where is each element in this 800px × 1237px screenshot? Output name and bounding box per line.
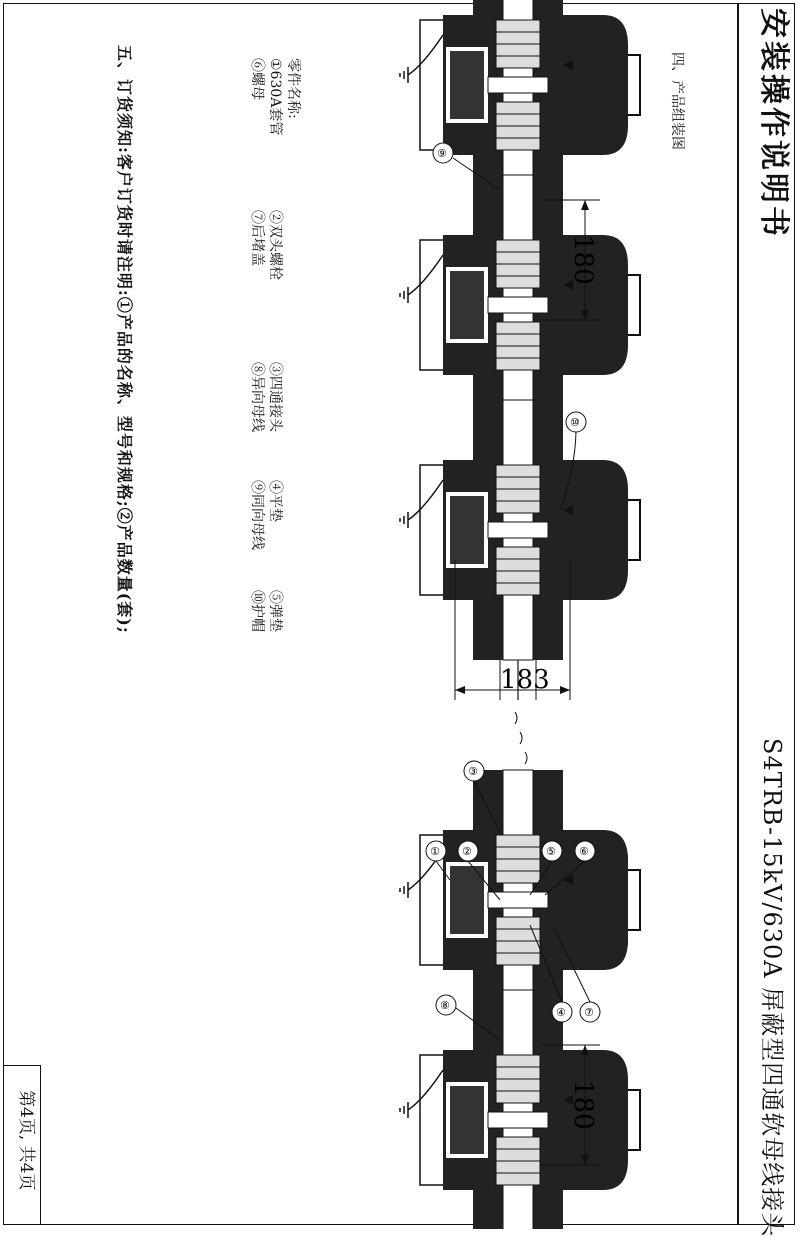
- callout-3: ③: [468, 765, 478, 778]
- part-item: ⑨同向母线: [249, 480, 265, 550]
- part-item: ④平垫: [267, 480, 283, 522]
- part-item: ③四通接头: [267, 362, 283, 432]
- callout-1: ①: [430, 845, 440, 858]
- part-item: ⑧异向母线: [249, 362, 265, 432]
- callout-10: ⑩: [570, 416, 580, 429]
- callout-8: ⑧: [440, 999, 450, 1012]
- product-model-title: S4TRB-15kV/630A 屏蔽型四通软母线接头: [758, 738, 786, 1237]
- part-item: ⑩护帽: [249, 590, 265, 632]
- page-number: 第4页, 共4页: [16, 1090, 36, 1191]
- part-item: ⑤弹垫: [267, 590, 283, 632]
- document-title: 安装操作说明书: [756, 8, 791, 239]
- part-item: ⑦后堵盖: [249, 210, 265, 266]
- callout-7: ⑦: [584, 1006, 594, 1019]
- dimension-label: 183: [500, 665, 550, 695]
- part-item: ⑥螺母: [249, 58, 265, 100]
- section-assembly-title: 四、产品组装图: [669, 52, 685, 150]
- dimension-label: 180: [568, 1080, 598, 1130]
- ordering-notice: 五、订货须知:客户订货时请注明:①产品的名称、型号和规格;②产品数量(套);: [115, 45, 134, 634]
- callout-9: ⑨: [437, 147, 447, 160]
- callout-6: ⑥: [579, 845, 589, 858]
- callout-4: ④: [556, 1006, 566, 1019]
- callout-2: ②: [462, 845, 472, 858]
- dimension-label: 180: [568, 235, 598, 285]
- callout-5: ⑤: [546, 845, 556, 858]
- parts-list-title: 零件名称:: [285, 58, 301, 119]
- part-item: ②双头螺栓: [267, 210, 283, 280]
- part-item: ①630A套管: [267, 58, 283, 136]
